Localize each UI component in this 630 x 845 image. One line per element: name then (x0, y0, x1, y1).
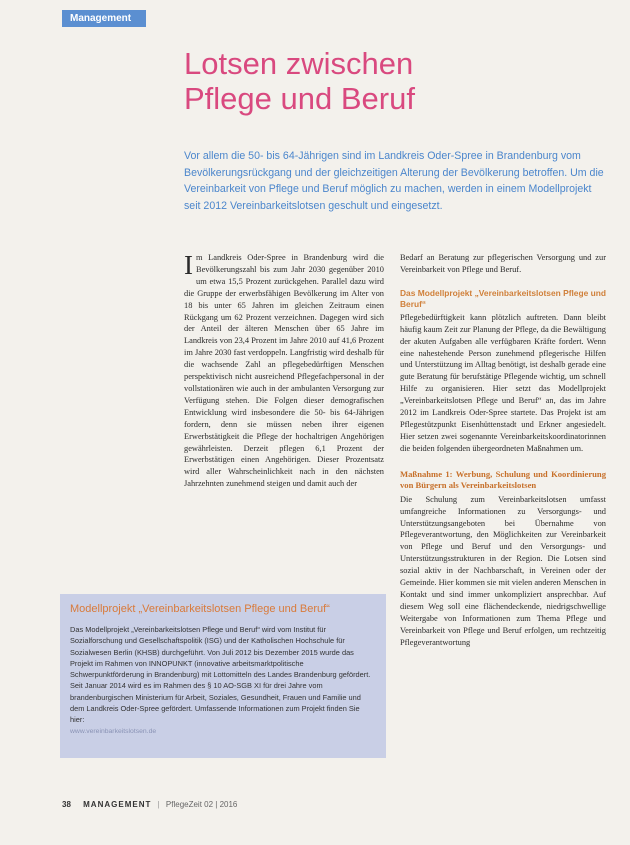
subheading-modellprojekt: Das Modellprojekt „Vereinbarkeitslotsen Pflege und Beruf“ (400, 287, 606, 309)
article-lead: Vor allem die 50- bis 64-Jährigen sind im Landkreis Oder-Spree in Brandenburg vom Bevölkerungsrückgang und der gleichzeitigen Alterung der Bevölkerung betroffen. Um die Vereinbarkeit von Pflege und Beruf möglich zu machen, werden in einem Modellprojekt seit 2012 Vereinbarkeitslotsen geschult und eingesetzt. (184, 150, 604, 212)
section-tag: Management (62, 10, 146, 27)
body-paragraph (184, 252, 384, 490)
body-text-right-2: Die Schulung zum Vereinbarkeitslotsen umfasst umfangreiche Informationen zu Versorgungs- und Unterstützungsangeboten bei Übernahme von Pflegeverantwortung, den Möglichkeiten zur Vereinbarkeit von Pflege und Beruf und den Versorgungs- und Unterstützungsstrukturen in der Region. Die Lotsen sind sozial aktiv in der Nachbarschaft, in Vereinen oder der Gemeinde. Hier kommen sie mit vielen anderen Menschen in Kontakt und sind immer unkompliziert ansprechbar. Auf diesem Weg soll eine flächendeckende, niedrigschwellige Weitergabe von Informationen zum Thema Pflege und Vereinbarkeit von Pflege und Beruf erfolgen, um rechtzeitig Pflegeverantwortung (400, 494, 606, 647)
body-text-right-intro: Bedarf an Beratung zur pflegerischen Versorgung und zur Vereinbarkeit von Pflege und Beruf. (400, 253, 606, 274)
title-line-2: Pflege und Beruf (184, 81, 415, 116)
info-box-title: Modellprojekt „Vereinbarkeitslotsen Pflege und Beruf“ (70, 603, 330, 615)
info-box-text: Das Modellprojekt „Vereinbarkeitslotsen Pflege und Beruf“ wird vom Institut für Sozialforschung und Gesellschaftspolitik (ISG) und der Katholischen Hochschule für Sozialwesen Berlin (KHSB) durchgeführt. Von Juli 2012 bis Dezember 2015 wurde das Projekt im Rahmen von INNOPUNKT (innovative arbeitsmarktpolitische Schwerpunktförderung in Brandenburg) mit Lottomitteln des Landes Brandenburg gefördert. Seit Januar 2014 wird es im Rahmen des § 10 AO-SGB XI für drei Jahre vom brandenburgischen Ministerium für Arbeit, Soziales, Gesundheit, Frauen und Familie und dem Landkreis Oder-Spree gefördert. Umfassende Informationen zum Projekt finden Sie hier: (70, 625, 371, 725)
body-text-right-1: Pflegebedürftigkeit kann plötzlich auftreten. Dann bleibt häufig kaum Zeit zur Planung der Pflege, da die Bewältigung der akuten Aufgaben alle verfügbaren Kräfte fordert. Wenn eine nahestehende Person zunehmend pflegerische Hilfen und Unterstützung im Alltag benötigt, ist deshalb gerade eine gute Beratung für berufstätige Pflegende wichtig, um schnell Hilfe zu organisieren. Hier setzt das Modellprojekt „Vereinbarkeitslotsen Pflege und Beruf“ an, das im Jahre 2012 im Landkreis Oder-Spree startete. Das Projekt ist am Pflegestützpunkt Eisenhüttenstadt und Erkner angesiedelt. Hier setzen zwei sogenannte Vereinbarkeitskoordinatorinnen die beiden folgenden übergeordneten Maßnahmen um. (400, 312, 606, 453)
body-text-left: m Landkreis Oder-Spree in Brandenburg wird die Bevölkerungszahl bis zum Jahr 2030 gegenüber 2010 um etwa 15,5 Prozent zurückgehen. Parallel dazu wird die Gruppe der erwerbsfähigen Bevölkerung im Alter von 18 bis unter 65 Jahren im gleichen Zeitraum einen Rückgang um 62 Prozent verzeichnen. Dagegen wird sich der Anteil der älteren Menschen über 65 Jahre im Landkreis von 23,4 Prozent im Jahre 2010 auf 41,6 Prozent im Jahre 2030 fast verdoppeln. Langfristig wird deshalb für die wachsende Zahl an pflegebedürftigen Menschen perspektivisch nicht ausreichend Pflegefachpersonal in der vollstationären wie auch in der ambulanten Versorgung zur Verfügung stehen. Die Folgen dieser demografischen Entwicklung wird insbesondere die 50- bis 64-Jährigen fordern, denn sie müssen neben ihrer eigenen Erwerbstätigkeit die Pflege der hochaltrigen Angehörigen gewährleisten. Derzeit pflegen 6,1 Prozent der Erwerbstätigen einen Angehörigen. Dieser Prozentsatz wird aller Wahrscheinlichkeit nach in den nächsten Jahrzehnten zunehmend steigen und damit auch der (184, 253, 384, 489)
info-box (60, 594, 386, 758)
footer-separator: | (157, 800, 160, 809)
page-footer (62, 800, 237, 809)
magazine-section: MANAGEMENT (83, 800, 152, 809)
body-column-right (400, 252, 606, 648)
subheading-massnahme-1: Maßnahme 1: Werbung, Schulung und Koordinierung von Bürgern als Vereinbarkeitslotsen (400, 468, 606, 491)
article-title (184, 46, 604, 116)
page-number: 38 (62, 800, 71, 809)
drop-cap: I (184, 250, 193, 280)
info-box-link[interactable]: www.vereinbarkeitslotsen.de (70, 727, 157, 735)
title-line-1: Lotsen zwischen (184, 46, 414, 81)
issue-label: PflegeZeit 02 | 2016 (165, 800, 238, 809)
body-column-left (184, 252, 384, 490)
